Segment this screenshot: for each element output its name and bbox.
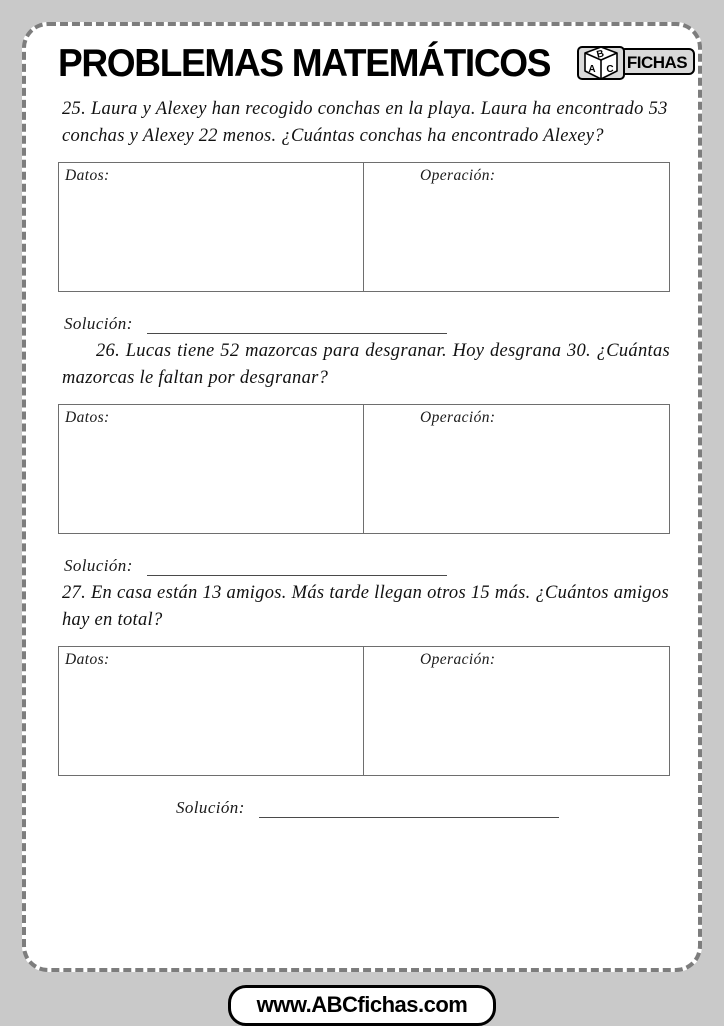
page-title: PROBLEMAS MATEMÁTICOS — [58, 41, 551, 85]
solucion-label: Solución: — [64, 314, 133, 333]
website-url[interactable]: www.ABCfichas.com — [228, 985, 497, 1026]
solucion-answer-line[interactable] — [259, 803, 559, 818]
problem-25-answer-box — [58, 162, 670, 292]
problem-27-solution — [58, 798, 670, 818]
problem-25 — [48, 96, 676, 334]
problem-27-text: 27. En casa están 13 amigos. Más tarde llegan otros 15 más. ¿Cuántos amigos hay en total? — [62, 583, 669, 630]
problem-26-text: 26. Lucas tiene 52 mazorcas para desgranar. Hoy desgrana 30. ¿Cuántas mazorcas le faltan por desgranar? — [62, 341, 670, 388]
problem-27-operacion-cell[interactable] — [364, 647, 669, 775]
operacion-label: Operación: — [420, 651, 496, 668]
svg-text:FICHAS: FICHAS — [626, 53, 688, 72]
problem-27-answer-box — [58, 646, 670, 776]
problem-26 — [48, 338, 676, 576]
datos-label: Datos: — [65, 651, 110, 668]
problem-26-operacion-cell[interactable] — [364, 405, 669, 533]
datos-label: Datos: — [65, 167, 110, 184]
solucion-label: Solución: — [176, 798, 245, 817]
problem-25-solution — [58, 314, 670, 334]
datos-label: Datos: — [65, 409, 110, 426]
page-footer — [0, 985, 724, 1026]
page-header — [48, 34, 688, 92]
worksheet-page — [22, 22, 702, 972]
solucion-answer-line[interactable] — [147, 561, 447, 576]
operacion-label: Operación: — [420, 409, 496, 426]
problem-25-operacion-cell[interactable] — [364, 163, 669, 291]
solucion-answer-line[interactable] — [147, 319, 447, 334]
problem-26-answer-box — [58, 404, 670, 534]
problem-25-datos-cell[interactable] — [59, 163, 364, 291]
problem-26-solution — [58, 556, 670, 576]
problem-27 — [48, 580, 676, 818]
problem-26-datos-cell[interactable] — [59, 405, 364, 533]
operacion-label: Operación: — [420, 167, 496, 184]
svg-text:A: A — [588, 64, 596, 75]
solucion-label: Solución: — [64, 556, 133, 575]
problem-25-text: 25. Laura y Alexey han recogido conchas en la playa. Laura ha encontrado 53 conchas y Alexey 22 menos. ¿Cuántas conchas ha encontrado Alexey? — [62, 99, 668, 146]
abcfichas-logo — [576, 41, 696, 85]
svg-text:C: C — [606, 64, 614, 75]
svg-text:B: B — [595, 48, 606, 61]
problem-27-datos-cell[interactable] — [59, 647, 364, 775]
